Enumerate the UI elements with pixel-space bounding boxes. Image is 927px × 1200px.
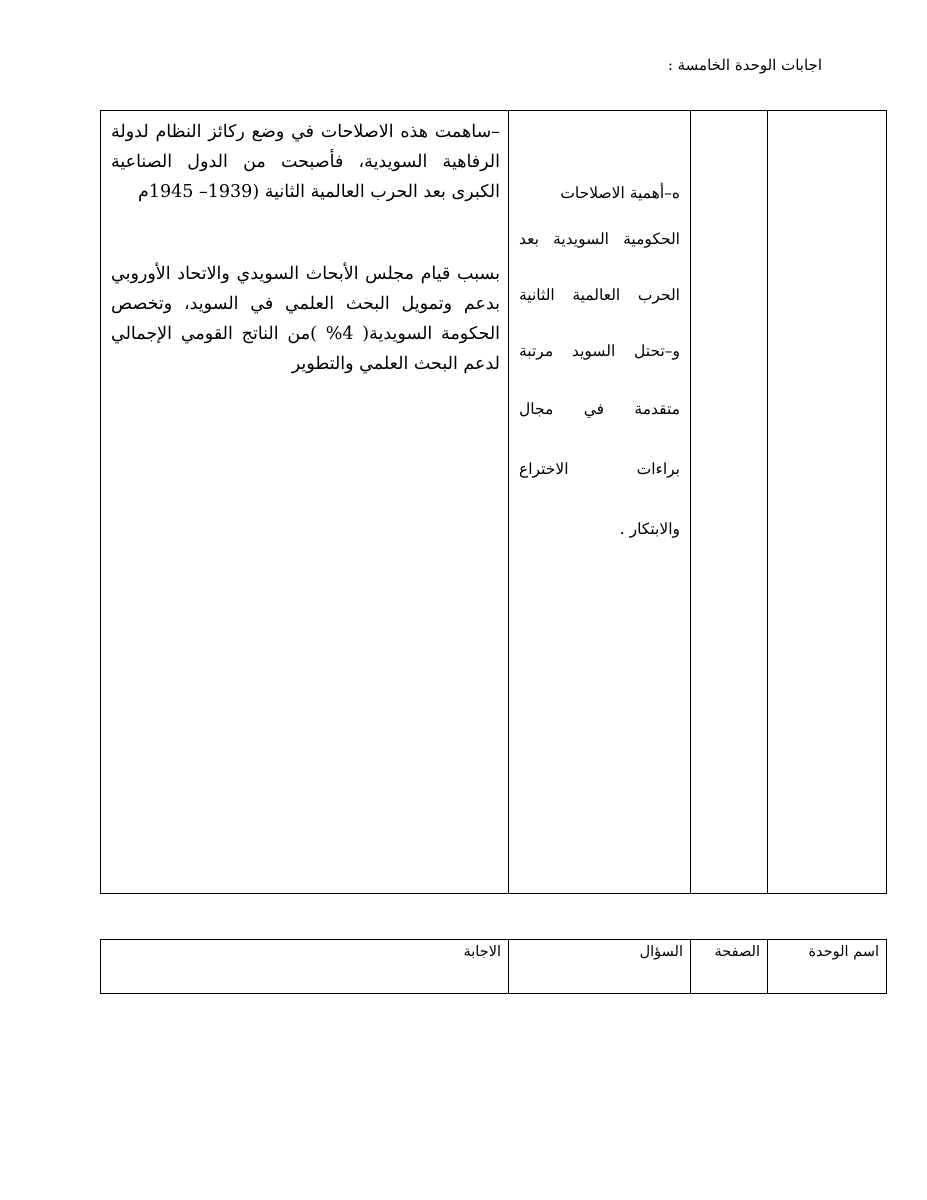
answer-paragraph-2: بسبب قيام مجلس الأبحاث السويدي والاتحاد الأوروبي بدعم وتمويل البحث العلمي في السويد، وتخصص الحكومة السويدية( 4% )من الناتج القومي الإجمالي لدعم البحث العلمي والتطوير: [111, 264, 501, 374]
header-question: السؤال: [509, 940, 691, 994]
question-part-w-line-3: براءات الاختراع: [519, 460, 680, 478]
answers-table: [100, 110, 887, 894]
page-cell: [691, 111, 768, 894]
answer-cell: [101, 111, 509, 894]
header-unit-name: اسم الوحدة: [768, 940, 887, 994]
header-answer: الاجابة: [101, 940, 509, 994]
header-page: الصفحة: [691, 940, 768, 994]
question-part-h-line-2: الحكومية السويدية بعد: [519, 230, 680, 248]
question-part-w-line-2: متقدمة في مجال: [519, 400, 680, 418]
question-part-h-line-1: ه–أهمية الاصلاحات: [560, 184, 680, 202]
header-row: [101, 940, 887, 994]
question-part-w-line-4: والابتكار .: [619, 520, 680, 538]
unit-name-cell: [768, 111, 887, 894]
table-row: [101, 111, 887, 894]
answer-paragraph-1: –ساهمت هذه الاصلاحات في وضع ركائز النظام لدولة الرفاهية السويدية، فأصبحت من الدول الصناعية الكبرى بعد الحرب العالمية الثانية (1939– 1945م: [111, 122, 500, 202]
page-heading: اجابات الوحدة الخامسة :: [667, 56, 822, 74]
column-header-table: [100, 939, 887, 994]
question-part-w-line-1: و–تحتل السويد مرتبة: [519, 342, 680, 360]
question-cell: [509, 111, 691, 894]
question-part-h-line-3: الحرب العالمية الثانية: [519, 286, 680, 304]
